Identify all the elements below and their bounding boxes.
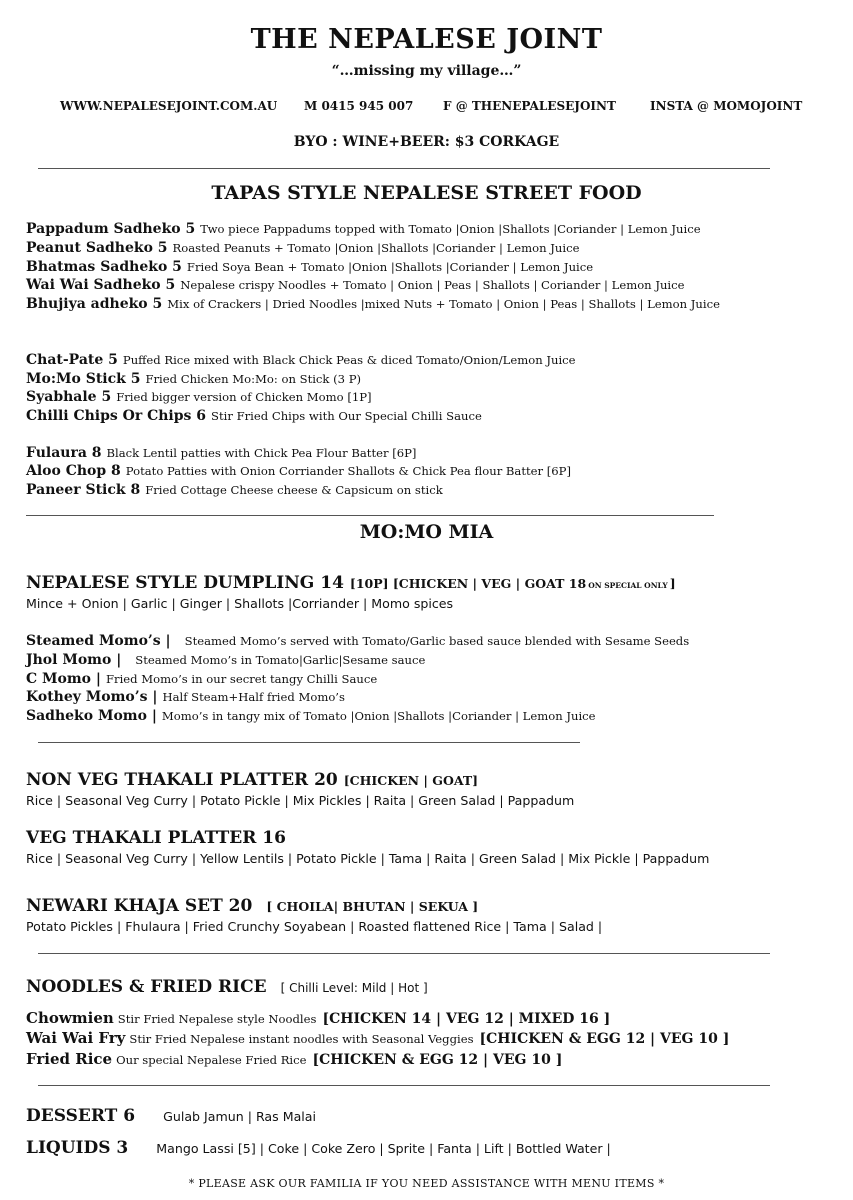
dumpling-title: NEPALESE STYLE DUMPLING 14 [10P] [CHICKEN | VEG | GOAT 18 ON SPECIAL ONLY ] [26,573,676,593]
list-item [26,482,443,498]
list-item: Sadheko Momo | Momo’s in tangy mix of Tomato |Onion |Shallots |Coriander | Lemon Juice [26,708,596,724]
website-link[interactable]: WWW.NEPALESEJOINT.COM.AU [60,99,278,113]
newari-khaja-desc: Potato Pickles | Fhulaura | Fried Crunchy Soyabean | Roasted flattened Rice | Tama | Salad | [26,919,603,934]
momo-heading: MO:MO MIA [359,521,494,543]
facebook-handle: F @ THENEPALESEJOINT [443,99,616,113]
item-desc: Black Lentil patties with Chick Pea Flour Batter [6P] [106,446,417,460]
veg-platter-title: VEG THAKALI PLATTER 16 [26,828,286,848]
item-desc: Fried bigger version of Chicken Momo [1P] [116,390,372,404]
non-veg-platter-desc: Rice | Seasonal Veg Curry | Potato Pickle | Mix Pickles | Raita | Green Salad | Pappadum [26,793,575,808]
mobile-number: M 0415 945 007 [304,99,414,113]
item-name: Paneer Stick 8 [26,482,141,498]
list-item [26,371,361,387]
list-item [26,463,571,479]
list-item: C Momo | Fried Momo’s in our secret tangy Chilli Sauce [26,671,378,687]
item-name: Syabhale 5 [26,389,112,405]
list-item [26,259,593,275]
item-desc: Stir Fried Chips with Our Special Chilli Sauce [211,409,482,423]
list-item: Kothey Momo’s | Half Steam+Half fried Momo’s [26,689,345,705]
instagram-handle: INSTA @ MOMOJOINT [650,99,803,113]
dumpling-desc: Mince + Onion | Garlic | Ginger | Shallots |Corriander | Momo spices [26,596,454,611]
item-desc: Fried Soya Bean + Tomato |Onion |Shallots |Coriander | Lemon Juice [186,260,594,274]
divider [38,1085,770,1086]
item-name: Mo:Mo Stick 5 [26,371,141,387]
item-name: Aloo Chop 8 [26,463,121,479]
list-item [26,389,372,405]
item-name: Fulaura 8 [26,445,102,461]
item-desc: Mix of Crackers | Dried Noodles |mixed Nuts + Tomato | Onion | Peas | Shallots | Lemon Juice [167,297,720,311]
item-name: Chilli Chips Or Chips 6 [26,408,207,424]
list-item [26,277,685,293]
footer-note: * PLEASE ASK OUR FAMILIA IF YOU NEED ASSISTANCE WITH MENU ITEMS * [188,1177,665,1190]
list-item [26,221,701,237]
list-item [26,352,576,368]
divider [38,742,580,743]
item-desc: Fried Chicken Mo:Mo: on Stick (3 P) [145,372,362,386]
item-desc: Nepalese crispy Noodles + Tomato | Onion | Peas | Shallots | Coriander | Lemon Juice [180,278,685,292]
item-desc: Puffed Rice mixed with Black Chick Peas & diced Tomato/Onion/Lemon Juice [122,353,576,367]
list-item: Jhol Momo | Steamed Momo’s in Tomato|Garlic|Sesame sauce [26,652,426,668]
non-veg-platter-title: NON VEG THAKALI PLATTER 20 [CHICKEN | GOAT] [26,770,479,790]
byo-note: BYO : WINE+BEER: $3 CORKAGE [293,134,560,150]
tagline: “…missing my village…” [331,63,522,79]
item-name: Pappadum Sadheko 5 [26,221,196,237]
liquids-title: LIQUIDS 3 Mango Lassi [5] | Coke | Coke Zero | Sprite | Fanta | Lift | Bottled Water | [26,1138,611,1158]
list-item: Fried Rice Our special Nepalese Fried Rice [CHICKEN & EGG 12 | VEG 10 ] [26,1050,563,1068]
tapas-heading: TAPAS STYLE NEPALESE STREET FOOD [211,182,642,204]
item-name: Peanut Sadheko 5 [26,240,168,256]
list-item [26,408,482,424]
list-item: Wai Wai Fry Stir Fried Nepalese instant noodles with Seasonal Veggies [CHICKEN & EGG 12 | VEG 10 ] [26,1029,730,1047]
restaurant-title: THE NEPALESE JOINT [250,24,603,55]
list-item [26,296,720,312]
list-item: Chowmien Stir Fried Nepalese style Noodles [CHICKEN 14 | VEG 12 | MIXED 16 ] [26,1009,611,1027]
item-desc: Two piece Pappadums topped with Tomato |Onion |Shallots |Coriander | Lemon Juice [200,222,701,236]
divider [38,168,770,169]
list-item: Steamed Momo’s | Steamed Momo’s served with Tomato/Garlic based sauce blended with Sesame Seeds [26,633,690,649]
divider [26,515,714,516]
item-desc: Potato Patties with Onion Corriander Shallots & Chick Pea flour Batter [6P] [125,464,571,478]
item-name: Bhatmas Sadheko 5 [26,259,182,275]
item-name: Chat-Pate 5 [26,352,118,368]
noodles-heading: NOODLES & FRIED RICE [ Chilli Level: Mild | Hot ] [26,977,428,997]
item-name: Wai Wai Sadheko 5 [26,277,176,293]
divider [38,953,770,954]
list-item [26,240,579,256]
list-item [26,445,416,461]
veg-platter-desc: Rice | Seasonal Veg Curry | Yellow Lentils | Potato Pickle | Tama | Raita | Green Salad | Mix Pickle | Pappadum [26,851,710,866]
item-desc: Fried Cottage Cheese cheese & Capsicum on stick [145,483,443,497]
item-desc: Roasted Peanuts + Tomato |Onion |Shallots |Coriander | Lemon Juice [172,241,580,255]
dessert-title: DESSERT 6 Gulab Jamun | Ras Malai [26,1106,316,1126]
item-name: Bhujiya adheko 5 [26,296,163,312]
newari-khaja-title: NEWARI KHAJA SET 20 [ CHOILA| BHUTAN | SEKUA ] [26,896,479,916]
